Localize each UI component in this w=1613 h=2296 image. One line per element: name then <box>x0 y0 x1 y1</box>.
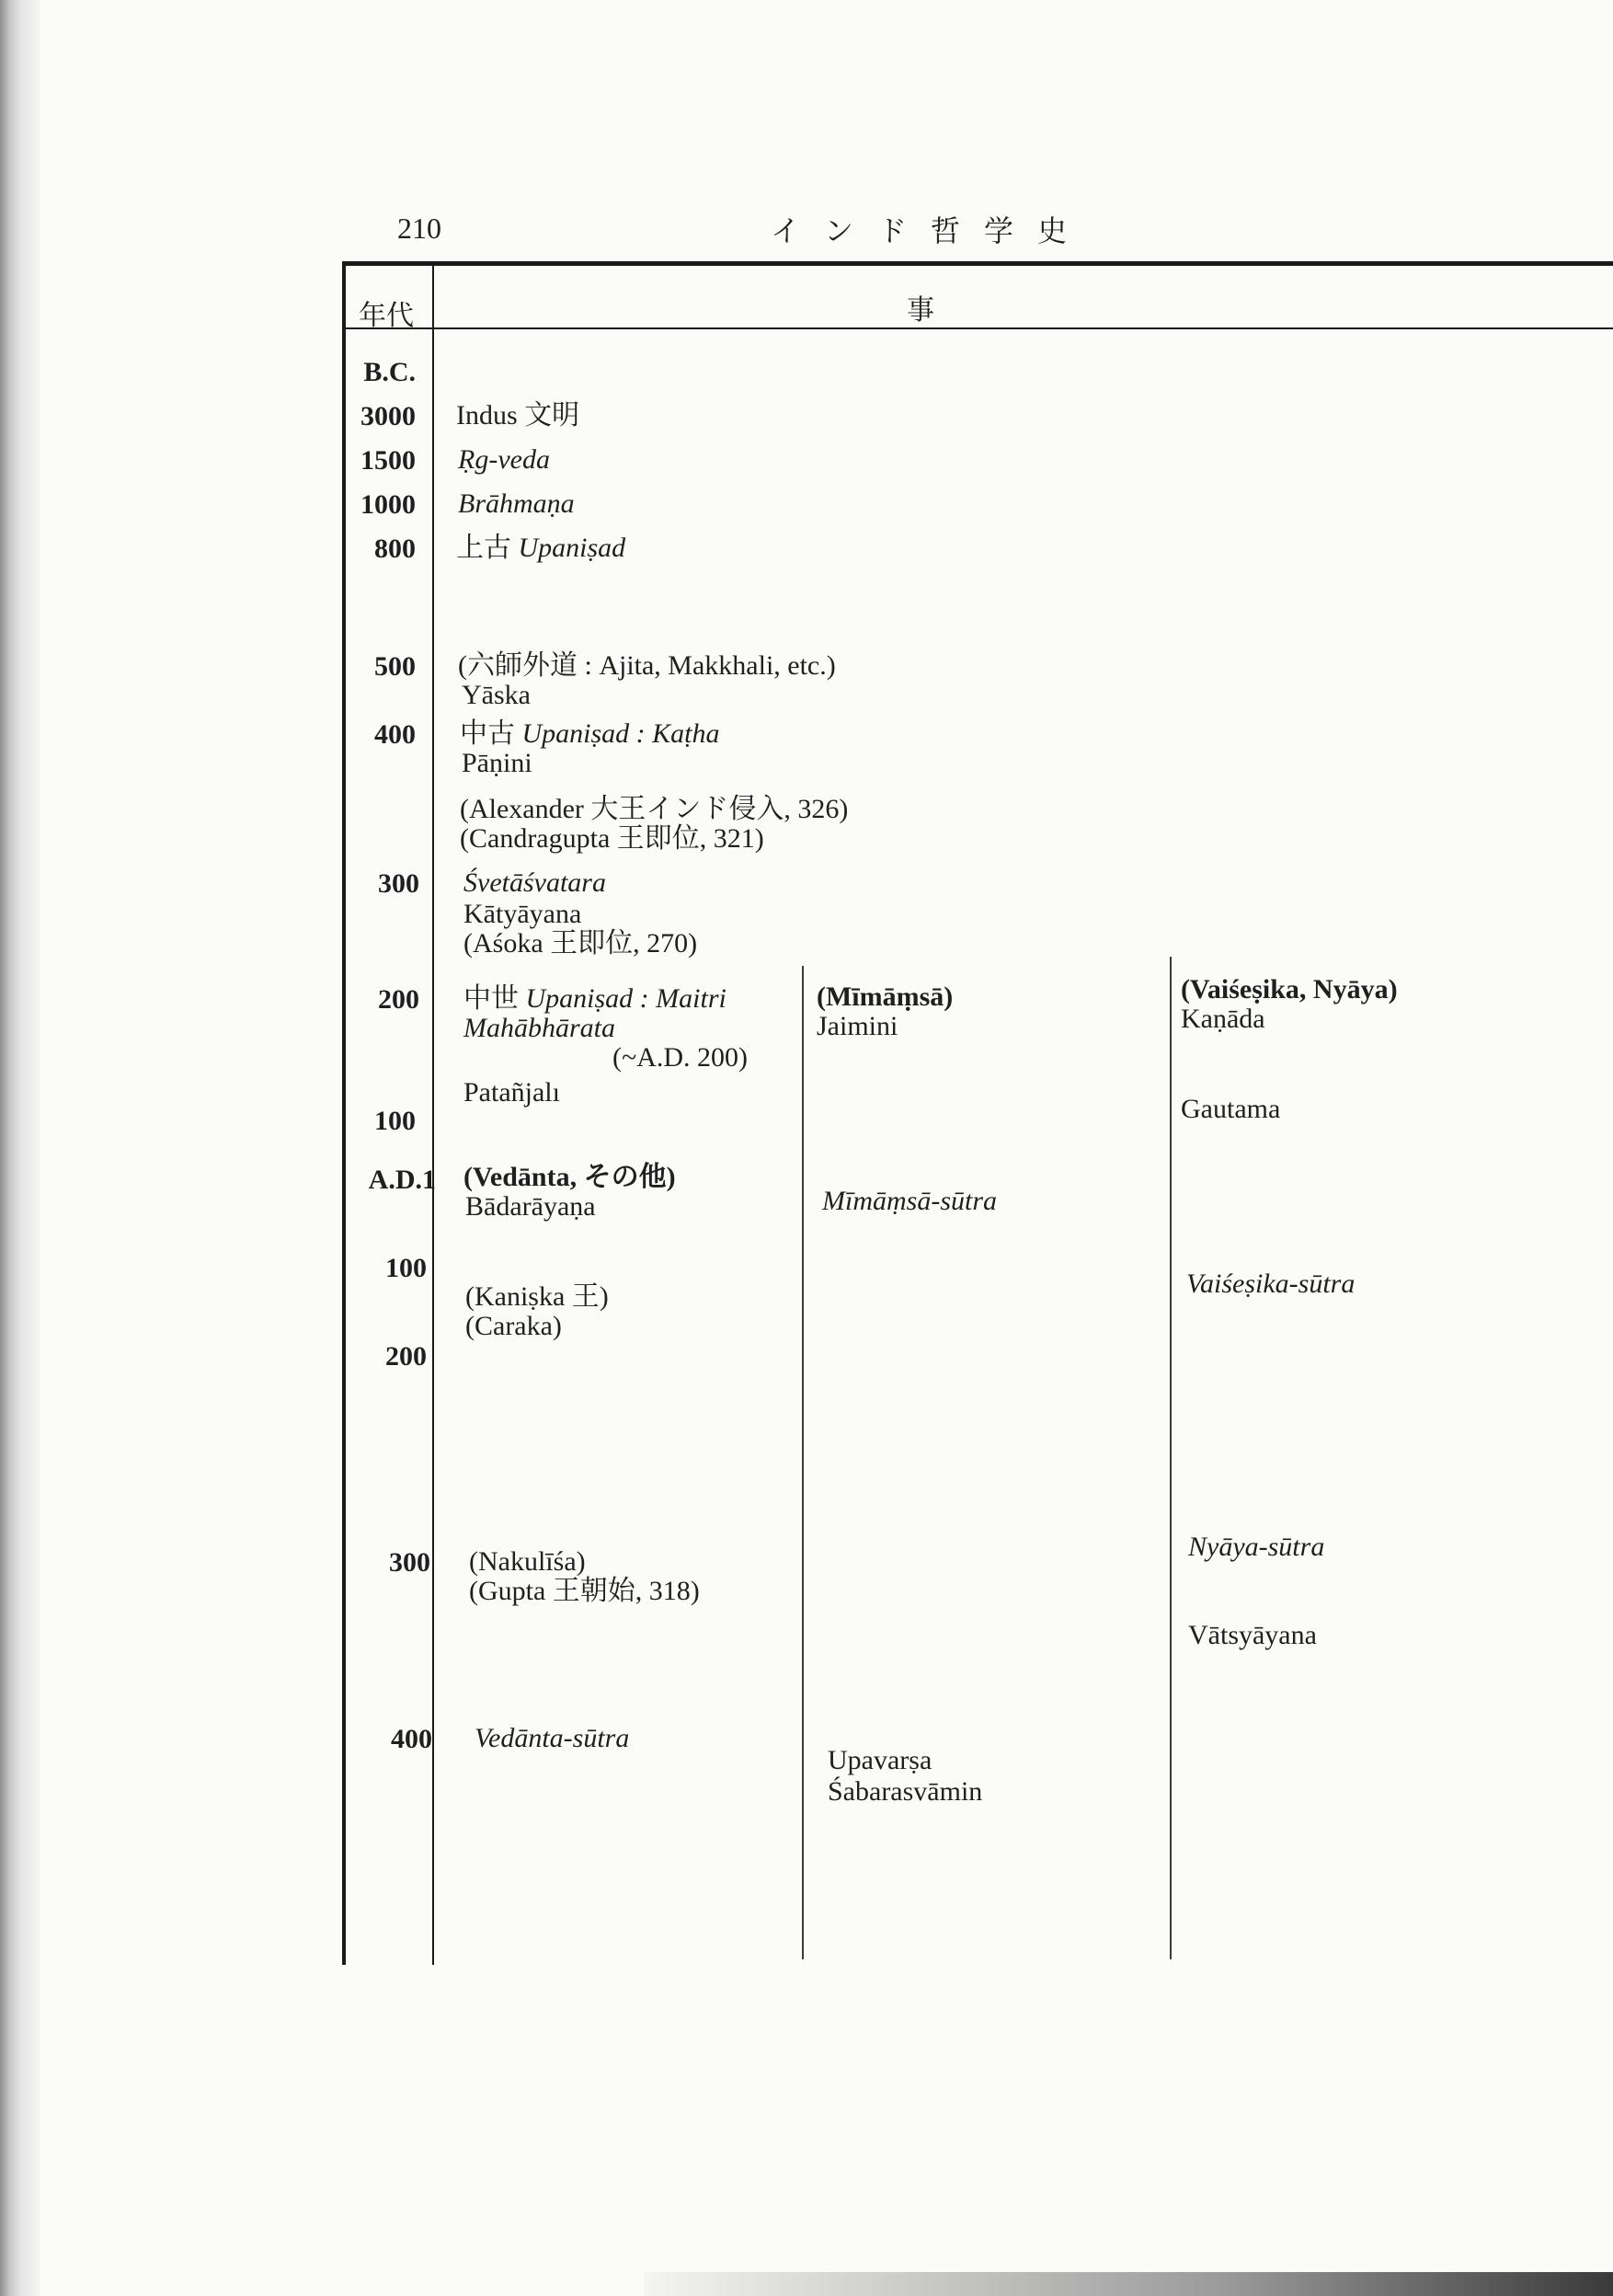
year-label: 300 <box>389 1547 430 1578</box>
scan-edge-shadow <box>0 0 40 2296</box>
event-jaimini: Jaimini <box>817 1011 898 1041</box>
event-katyayana: Kātyāyana <box>463 899 582 929</box>
year-label: 200 <box>385 1341 427 1372</box>
school-column-divider-2 <box>1170 957 1172 1959</box>
event-mahabharata-range: (~A.D. 200) <box>612 1042 749 1073</box>
year-label: 100 <box>374 1106 416 1136</box>
event-vatsyayana: Vātsyāyana <box>1188 1620 1317 1650</box>
middle-upanisad-prefix: 中古 <box>460 718 515 749</box>
event-early-upanisad <box>456 534 625 563</box>
event-rgveda: Ṛg-veda <box>458 444 550 475</box>
event-patanjali: Patañjalı <box>463 1077 560 1108</box>
scan-bottom-shadow <box>644 2272 1613 2296</box>
event-mimamsa: (Mīmāṃsā) <box>817 982 954 1012</box>
event-caraka: (Caraka) <box>465 1311 562 1341</box>
event-sabarasvamin: Śabarasvāmin <box>828 1776 983 1807</box>
event-kanada: Kaṇāda <box>1181 1004 1265 1034</box>
event-asoka: (Aśoka 王即位, 270) <box>463 928 698 959</box>
running-title: インド哲学史 <box>771 213 1092 248</box>
year-label: 400 <box>391 1724 432 1754</box>
event-vedanta-sutra: Vedānta-sūtra <box>475 1723 630 1753</box>
event-vedanta: (Vedānta, その他) <box>463 1162 676 1192</box>
late-upanisad-title: Upaniṣad : Maitri <box>525 983 726 1014</box>
event-upavarsa: Upavarṣa <box>828 1745 932 1775</box>
event-brahmana: Brāhmaṇa <box>458 488 575 519</box>
year-label: 800 <box>374 534 416 564</box>
late-upanisad-prefix: 中世 <box>463 983 519 1014</box>
event-yaska: Yāska <box>462 680 531 710</box>
year-label: 1000 <box>360 489 416 520</box>
event-nyaya-sutra: Nyāya-sūtra <box>1188 1532 1325 1562</box>
page-number: 210 <box>397 212 441 245</box>
year-label: 200 <box>378 984 419 1015</box>
middle-upanisad-title: Upaniṣad : Kaṭha <box>521 718 720 749</box>
event-column-header: 事 <box>907 294 934 327</box>
event-gupta: (Gupta 王朝始, 318) <box>469 1576 700 1606</box>
event-gautama: Gautama <box>1181 1094 1281 1124</box>
early-upanisad-title: Upaniṣad <box>518 533 626 563</box>
event-mahabharata: Mahābhārata <box>463 1013 615 1043</box>
event-six-heretics: (六師外道 : Ajita, Makkhali, etc.) <box>458 650 836 681</box>
event-kaniska: (Kaniṣka 王) <box>465 1281 609 1312</box>
event-alexander: (Alexander 大王インド侵入, 326) <box>460 794 849 824</box>
year-label: B.C. <box>363 357 416 387</box>
school-column-divider-1 <box>802 966 804 1959</box>
event-middle-upanisad <box>460 719 720 749</box>
year-label: 100 <box>385 1253 427 1283</box>
year-label: 400 <box>374 719 416 750</box>
year-label: A.D.1 <box>368 1165 436 1195</box>
event-vaisesika-nyaya: (Vaiśeṣika, Nyāya) <box>1181 974 1398 1004</box>
event-badarayana: Bādarāyaṇa <box>465 1191 596 1222</box>
year-label: 3000 <box>360 401 416 431</box>
table-top-rule <box>342 261 1613 266</box>
event-nakulisa: (Nakulīśa) <box>469 1546 586 1577</box>
year-column-header: 年代 <box>359 300 414 332</box>
event-vaisesika-sutra: Vaiśeṣika-sūtra <box>1186 1269 1356 1299</box>
header-bottom-rule <box>342 327 1613 329</box>
event-candragupta: (Candragupta 王即位, 321) <box>460 823 764 854</box>
year-column-divider <box>432 263 434 1965</box>
early-upanisad-prefix: 上古 <box>456 533 511 563</box>
year-label: 500 <box>374 651 416 682</box>
event-mimamsa-sutra: Mīmāṃsā-sūtra <box>822 1186 998 1216</box>
event-late-upanisad <box>463 984 726 1014</box>
year-label: 300 <box>378 868 419 899</box>
event-indus: Indus 文明 <box>456 400 580 430</box>
year-label: 1500 <box>360 445 416 476</box>
event-svetasvatara: Śvetāśvatara <box>463 867 606 898</box>
event-panini: Pāṇini <box>462 748 532 778</box>
